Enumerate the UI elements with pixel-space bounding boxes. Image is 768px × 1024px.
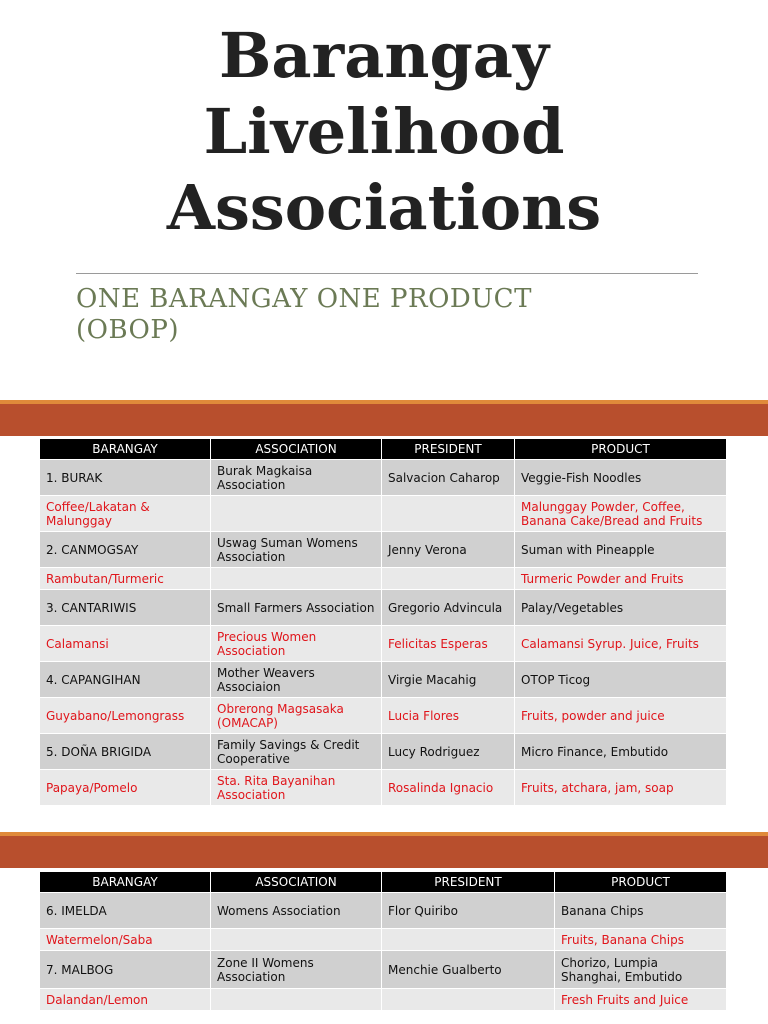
cell-barangay: 6. IMELDA bbox=[40, 893, 211, 929]
cell-association bbox=[211, 568, 382, 590]
cell-president bbox=[382, 989, 555, 1011]
table-row bbox=[40, 662, 727, 698]
cell-association: Small Farmers Association bbox=[211, 590, 382, 626]
cell-product: Fresh Fruits and Juice bbox=[555, 989, 727, 1011]
cell-president bbox=[382, 929, 555, 951]
header-barangay: BARANGAY bbox=[40, 439, 211, 460]
slide-title bbox=[0, 18, 768, 246]
table-row bbox=[40, 568, 727, 590]
cell-product: Suman with Pineapple bbox=[515, 532, 727, 568]
cell-product: Veggie-Fish Noodles bbox=[515, 460, 727, 496]
cell-association: Zone II Womens Association bbox=[211, 951, 382, 989]
cell-barangay: 5. DOÑA BRIGIDA bbox=[40, 734, 211, 770]
cell-president: Flor Quiribo bbox=[382, 893, 555, 929]
cell-association: Precious Women Association bbox=[211, 626, 382, 662]
title-line-2: Livelihood bbox=[203, 95, 565, 168]
cell-barangay: 2. CANMOGSAY bbox=[40, 532, 211, 568]
cell-product: Fruits, atchara, jam, soap bbox=[515, 770, 727, 806]
header-association: ASSOCIATION bbox=[211, 439, 382, 460]
cell-president: Lucy Rodriguez bbox=[382, 734, 515, 770]
header-president: PRESIDENT bbox=[382, 872, 555, 893]
cell-barangay: Coffee/Lakatan & Malunggay bbox=[40, 496, 211, 532]
table-row bbox=[40, 496, 727, 532]
header-association: ASSOCIATION bbox=[211, 872, 382, 893]
table-row bbox=[40, 590, 727, 626]
table-row bbox=[40, 893, 727, 929]
cell-association: Womens Association bbox=[211, 893, 382, 929]
cell-president: Jenny Verona bbox=[382, 532, 515, 568]
cell-association bbox=[211, 989, 382, 1011]
subtitle-line-1: ONE BARANGAY ONE PRODUCT bbox=[76, 284, 532, 314]
table-header-row bbox=[40, 439, 727, 460]
cell-association bbox=[211, 496, 382, 532]
cell-president: Felicitas Esperas bbox=[382, 626, 515, 662]
cell-association: Burak Magkaisa Association bbox=[211, 460, 382, 496]
cell-president: Salvacion Caharop bbox=[382, 460, 515, 496]
table-row bbox=[40, 734, 727, 770]
cell-product: Fruits, Banana Chips bbox=[555, 929, 727, 951]
cell-barangay: Dalandan/Lemon bbox=[40, 989, 211, 1011]
cell-product: Fruits, powder and juice bbox=[515, 698, 727, 734]
orange-band-bottom bbox=[0, 832, 768, 868]
associations-table-2 bbox=[39, 871, 727, 1011]
table-header-row bbox=[40, 872, 727, 893]
cell-barangay: 4. CAPANGIHAN bbox=[40, 662, 211, 698]
cell-association: Sta. Rita Bayanihan Association bbox=[211, 770, 382, 806]
cell-product: Turmeric Powder and Fruits bbox=[515, 568, 727, 590]
table-row bbox=[40, 929, 727, 951]
cell-barangay: Rambutan/Turmeric bbox=[40, 568, 211, 590]
cell-product: Malunggay Powder, Coffee, Banana Cake/Bread and Fruits bbox=[515, 496, 727, 532]
cell-president: Rosalinda Ignacio bbox=[382, 770, 515, 806]
cell-association: Mother Weavers Associaion bbox=[211, 662, 382, 698]
cell-association bbox=[211, 929, 382, 951]
cell-product: OTOP Ticog bbox=[515, 662, 727, 698]
cell-president: Lucia Flores bbox=[382, 698, 515, 734]
header-president: PRESIDENT bbox=[382, 439, 515, 460]
title-line-1: Barangay bbox=[218, 19, 550, 92]
cell-product: Banana Chips bbox=[555, 893, 727, 929]
cell-barangay: 3. CANTARIWIS bbox=[40, 590, 211, 626]
cell-barangay: Papaya/Pomelo bbox=[40, 770, 211, 806]
cell-barangay: Calamansi bbox=[40, 626, 211, 662]
cell-president bbox=[382, 496, 515, 532]
cell-president: Menchie Gualberto bbox=[382, 951, 555, 989]
cell-barangay: 1. BURAK bbox=[40, 460, 211, 496]
slide-subtitle bbox=[76, 284, 532, 346]
table-row bbox=[40, 532, 727, 568]
cell-barangay: 7. MALBOG bbox=[40, 951, 211, 989]
cell-president: Gregorio Advincula bbox=[382, 590, 515, 626]
cell-president bbox=[382, 568, 515, 590]
header-barangay: BARANGAY bbox=[40, 872, 211, 893]
table-row bbox=[40, 460, 727, 496]
cell-barangay: Guyabano/Lemongrass bbox=[40, 698, 211, 734]
associations-table-1 bbox=[39, 438, 727, 806]
cell-product: Micro Finance, Embutido bbox=[515, 734, 727, 770]
table-row bbox=[40, 626, 727, 662]
cell-product: Chorizo, Lumpia Shanghai, Embutido bbox=[555, 951, 727, 989]
table-row bbox=[40, 989, 727, 1011]
header-product: PRODUCT bbox=[515, 439, 727, 460]
header-product: PRODUCT bbox=[555, 872, 727, 893]
subtitle-line-2: (OBOP) bbox=[76, 315, 180, 345]
cell-product: Calamansi Syrup. Juice, Fruits bbox=[515, 626, 727, 662]
table-row bbox=[40, 698, 727, 734]
cell-product: Palay/Vegetables bbox=[515, 590, 727, 626]
cell-president: Virgie Macahig bbox=[382, 662, 515, 698]
cell-association: Obrerong Magsasaka (OMACAP) bbox=[211, 698, 382, 734]
title-divider bbox=[76, 273, 698, 274]
title-line-3: Associations bbox=[166, 171, 602, 244]
cell-barangay: Watermelon/Saba bbox=[40, 929, 211, 951]
cell-association: Uswag Suman Womens Association bbox=[211, 532, 382, 568]
cell-association: Family Savings & Credit Cooperative bbox=[211, 734, 382, 770]
table-row bbox=[40, 770, 727, 806]
orange-band-top bbox=[0, 400, 768, 436]
table-row bbox=[40, 951, 727, 989]
